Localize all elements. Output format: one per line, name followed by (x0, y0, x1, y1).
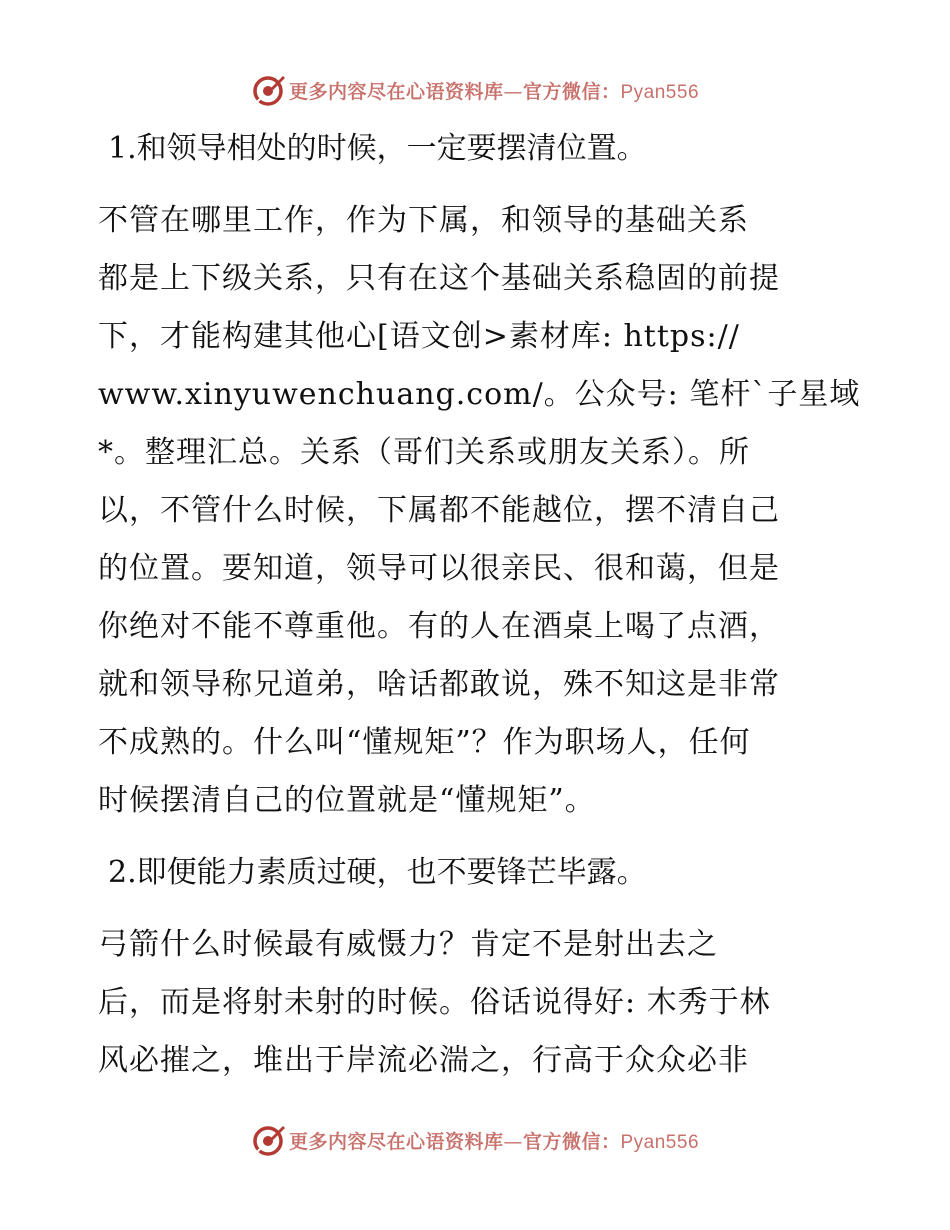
header-banner-text (289, 77, 699, 104)
section-heading-1: 1.和领导相处的时候，一定要摆清位置。 (108, 131, 647, 166)
paragraph-1-line: 下，才能构建其他心[语文创>素材库: https:// (98, 319, 740, 354)
footer-banner-official: 官方微信： (522, 1130, 621, 1153)
paragraph-2-line: 后，而是将射未射的时候。俗话说得好: 木秀于林 (98, 985, 771, 1020)
paragraph-1-line: 时候摆清自己的位置就是“懂规矩”。 (98, 783, 596, 818)
header-banner-sep: — (503, 80, 523, 103)
paragraph-1-line: 不成熟的。什么叫“懂规矩”？作为职场人，任何 (98, 725, 751, 760)
document-body (98, 120, 861, 1090)
paragraph-2-line: 风必摧之，堆出于岸流必湍之，行高于众众必非 (98, 1043, 749, 1078)
paragraph-1-line: 以，不管什么时候，下属都不能越位，摆不清自己 (98, 493, 780, 528)
header-banner-official: 官方微信： (522, 80, 621, 103)
footer-banner-main: 更多内容尽在心语资料库 (288, 1130, 504, 1153)
section-heading-2: 2.即便能力素质过硬，也不要锋芒毕露。 (108, 855, 647, 890)
footer-banner (0, 1120, 950, 1160)
paragraph-2 (98, 916, 858, 1090)
spacer (98, 830, 858, 844)
spacer (98, 902, 858, 916)
paragraph-2-line: 弓箭什么时候最有威慑力？肯定不是射出去之 (98, 927, 718, 962)
header-banner (0, 70, 950, 110)
paragraph-1-line: 的位置。要知道，领导可以很亲民、很和蔼，但是 (98, 551, 780, 586)
pen-logo-icon (251, 1122, 287, 1158)
paragraph-1-line: 都是上下级关系，只有在这个基础关系稳固的前提 (98, 261, 780, 296)
paragraph-1-line: 不管在哪里工作，作为下属，和领导的基础关系 (98, 203, 749, 238)
spacer (98, 178, 858, 192)
paragraph-1-line: www.xinyuwenchuang.com/。公众号: 笔杆`子星域 (98, 377, 861, 412)
header-banner-id: Pyan556 (620, 81, 700, 103)
paragraph-1-line: 就和领导称兄道弟，啥话都敢说，殊不知这是非常 (98, 667, 780, 702)
paragraph-1 (98, 192, 861, 830)
footer-banner-text (289, 1127, 699, 1154)
paragraph-1-line: *。整理汇总。关系（哥们关系或朋友关系）。所 (98, 435, 750, 470)
pen-logo-icon (251, 72, 287, 108)
paragraph-1-line: 你绝对不能不尊重他。有的人在酒桌上喝了点酒， (98, 609, 780, 644)
header-banner-main: 更多内容尽在心语资料库 (288, 80, 504, 103)
footer-banner-id: Pyan556 (620, 1131, 700, 1153)
footer-banner-sep: — (503, 1130, 523, 1153)
